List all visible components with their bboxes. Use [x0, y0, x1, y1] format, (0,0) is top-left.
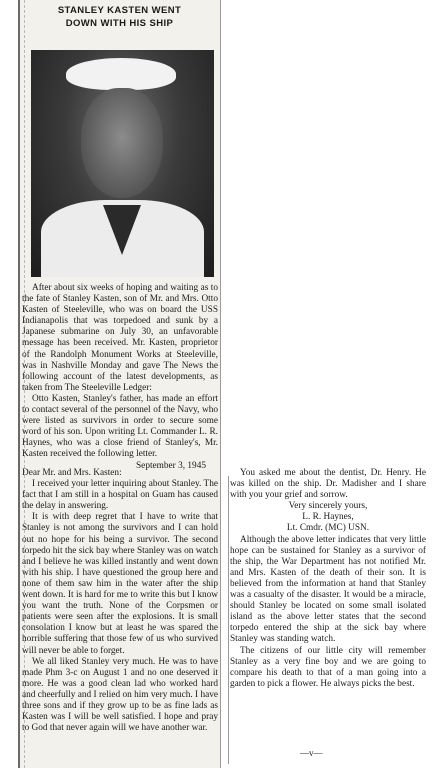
after-paragraph: The citizens of our little city will remember Stanley as a very fine boy and we are going to compare his death to that of a man going into a garden to pick a flower. He always picks the best. [230, 645, 426, 689]
signature-title: Lt. Cmdr. (MC) USN. [286, 523, 370, 534]
salutation: Dear Mr. and Mrs. Kasten: [22, 468, 122, 478]
sailor-photo [31, 50, 214, 277]
closing: Very sincerely yours, [288, 501, 368, 512]
letter-paragraph: You asked me about the dentist, Dr. Henry. He was killed on the ship. Dr. Madisher and I share with you your grief and sorrow. [230, 468, 426, 501]
letter-paragraph: It is with deep regret that I have to write that Stanley is not among the survivors and I can hold out no hope for his being a survivor. The second torpedo hit the sick bay where Stanley was on watch and I believe he was killed instantly and went down with his ship. I have questioned the group here and none of them saw him in the water after the ship went down. It is hard for me to write this but I know you want the truth. None of the Corpsmen or patients were seen after the explosions. It is small consolation I know but at least he was spared the horrible suffering that those few of us who survived will never be able to forget. [22, 512, 218, 656]
end-mark: —v— [300, 748, 323, 758]
letter-paragraph: We all liked Stanley very much. He was to have made Phm 3-c on August 1 and no one deserved it more. He was a good clean lad who worked hard and cheerfully and I relied on him very much. I have three sons and if they grow up to be as fine lads as Kasten was I will be well satisfied. I hope and pray to God that never again will we have another war. [22, 656, 218, 734]
article-intro [22, 283, 218, 472]
letter-date: September 3, 1945 [136, 460, 206, 471]
letter-body [22, 468, 218, 734]
headline-line-1: STANLEY KASTEN WENT [57, 5, 182, 16]
intro-paragraph: After about six weeks of hoping and waiting as to the fate of Stanley Kasten, son of Mr. and Mrs. Otto Kasten of Steeleville, who was on board the USS Indianapolis that was torpedoed and sunk by a Japanese submarine on July 30, an unfavorable message has been received. Mr. Kasten, proprietor of the Randolph Monument Works at Steeleville, was in Nashville Monday and gave The News the following account of the latest developments, as taken from The Steeleville Ledger: [22, 283, 218, 393]
photo-face [81, 88, 163, 198]
letter-paragraph: I received your letter inquiring about Stanley. The fact that I am still in a hospital on Guam has caused the delay in answering. [22, 479, 218, 512]
intro-paragraph: Otto Kasten, Stanley's father, has made an effort to contact several of the personnel of the Navy, who were listed as survivors in order to secure some word of his son. Upon writing Lt. Commander L. R. Haynes, who was a close friend of Stanley's, Mr. Kasten received the following letter. [22, 393, 218, 460]
after-paragraph: Although the above letter indicates that very little hope can be sustained for Stanley as a survivor of the ship, the War Department has not notified Mr. and Mrs. Kasten of the death of their son. It is believed from the information at hand that Stanley was a casualty of the disaster. It would be a miracle, should Stanley be located on some small isolated island as the above letter states that the second torpedo entered the ship at the sick bay where Stanley was standing watch. [230, 534, 426, 645]
letter-continuation [230, 468, 426, 690]
photo-hat [66, 58, 176, 90]
headline [22, 4, 217, 30]
signature-name: L. R. Haynes, [302, 512, 354, 523]
column-divider [228, 476, 229, 764]
headline-line-2: DOWN WITH HIS SHIP [65, 18, 174, 29]
